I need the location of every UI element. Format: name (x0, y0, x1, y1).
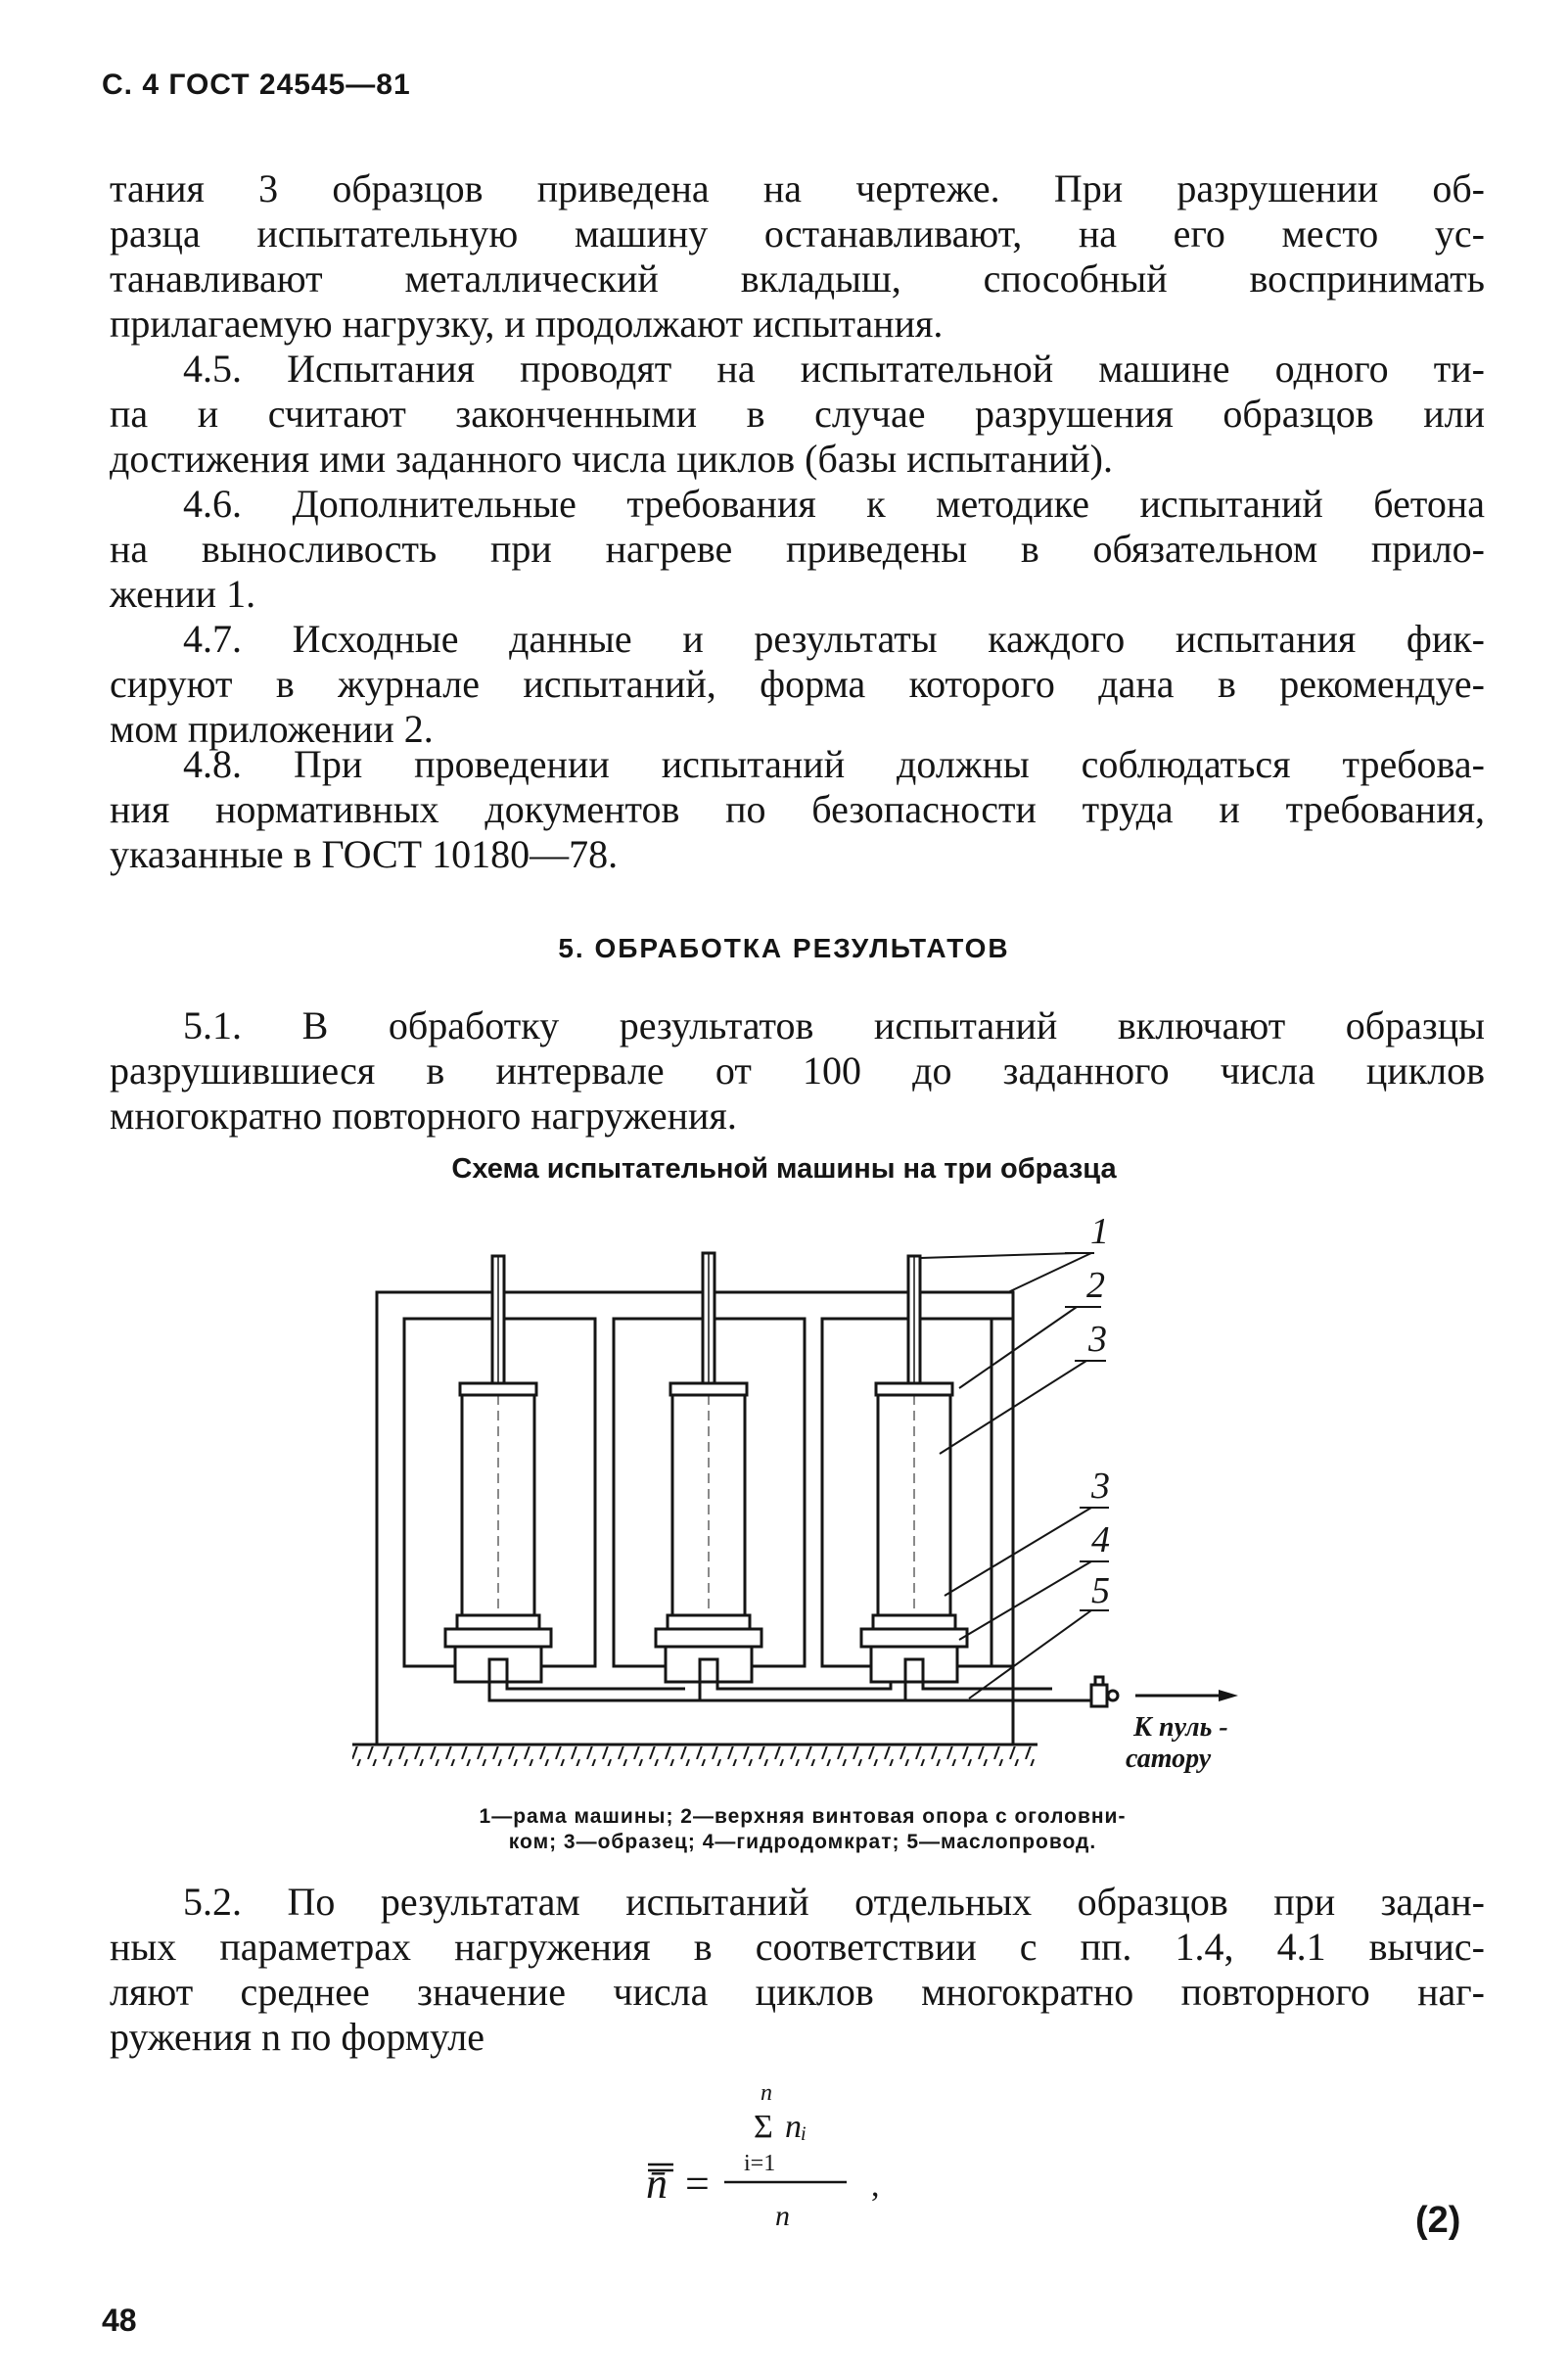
equation-number: (2) (1415, 2200, 1461, 2241)
label-4: 4 (1091, 1519, 1110, 1560)
text-line: 4.8. При проведении испытаний должны соблюдаться требова- (183, 742, 1485, 786)
text-line: танавливают металлический вкладыш, способный воспринимать (110, 256, 1485, 301)
jack-plate (873, 1615, 955, 1629)
text-line: ружения n по формуле (110, 2015, 485, 2059)
text-line: 5.2. По результатам испытаний отдельных образцов при задан- (183, 1880, 1485, 1924)
arrow-head (1219, 1690, 1238, 1701)
sum-term: nᵢ (785, 2109, 807, 2145)
support-head (670, 1383, 747, 1395)
equals-sign: = (685, 2160, 710, 2208)
oil-pipeline (489, 1677, 1219, 1706)
formula-2 (626, 2080, 920, 2247)
text-line: на выносливость при нагреве приведены в обязательном прило- (110, 527, 1485, 571)
paragraph-4-8 (110, 742, 1485, 877)
text-line: 4.6. Дополнительные требования к методике испытаний бетона (183, 482, 1485, 526)
figure-title: Схема испытательной машины на три образца (451, 1153, 1117, 1185)
sum-upper-limit: n (761, 2080, 772, 2106)
formula-comma: , (871, 2167, 880, 2204)
jack-top (861, 1629, 967, 1647)
text-line: ных параметрах нагружения в соответствии с пп. 1.4, 4.1 вычис- (110, 1925, 1485, 1969)
pulsator-label-1: К пуль - (1133, 1712, 1228, 1743)
hydraulic-jack (455, 1647, 541, 1682)
text-line: разца испытательную машину останавливают, на его место ус- (110, 211, 1485, 256)
sum-lower-limit: i=1 (744, 2151, 776, 2176)
text-line: ляют среднее значение числа циклов многократно повторного наг- (110, 1970, 1485, 2014)
sum-sign: Σ (754, 2109, 773, 2145)
section-heading: 5. ОБРАБОТКА РЕЗУЛЬТАТОВ (558, 933, 1010, 963)
paragraph-4-6 (110, 482, 1485, 617)
page-number: 48 (102, 2303, 137, 2338)
jack-top (445, 1629, 551, 1647)
paragraph-5-1 (110, 1003, 1485, 1139)
text-line: мом приложении 2. (110, 707, 434, 751)
paragraph-continuation (110, 166, 1485, 347)
text-line: 4.7. Исходные данные и результаты каждого испытания фик- (183, 617, 1485, 661)
ground-hatch (352, 1746, 1038, 1766)
hydraulic-jack (871, 1647, 957, 1682)
text-line: разрушившиеся в интервале от 100 до заданного числа циклов (110, 1048, 1485, 1093)
text-line: жении 1. (110, 572, 256, 616)
figure-caption (333, 1804, 1272, 1855)
formula-lhs: n̄ (646, 2160, 668, 2208)
denominator: n (775, 2200, 790, 2232)
paragraph-5-2 (110, 1880, 1485, 2060)
text-line: тания 3 образцов приведена на чертеже. При разрушении об- (110, 166, 1485, 210)
text-line: 4.5. Испытания проводят на испытательной машине одного ти- (183, 347, 1485, 391)
valve (1091, 1685, 1107, 1706)
label-5: 5 (1091, 1570, 1110, 1611)
text-line: ния нормативных документов по безопасности труда и требования, (110, 787, 1485, 831)
text-line: сируют в журнале испытаний, форма которого дана в рекомендуе- (110, 662, 1485, 706)
jack-plate (457, 1615, 539, 1629)
support-head (460, 1383, 536, 1395)
page-header: С. 4 ГОСТ 24545—81 (102, 69, 411, 101)
pulsator-label-2: сатору (1126, 1744, 1212, 1774)
paragraph-4-7 (110, 617, 1485, 752)
support-head (876, 1383, 952, 1395)
text-line: достижения ими заданного числа циклов (базы испытаний). (110, 437, 1113, 481)
caption-line: ком; 3—образец; 4—гидродомкрат; 5—маслопровод. (508, 1831, 1097, 1853)
jack-top (656, 1629, 761, 1647)
label-1: 1 (1090, 1211, 1109, 1252)
label-3-top: 3 (1088, 1319, 1107, 1360)
paragraph-4-5 (110, 347, 1485, 482)
label-2: 2 (1086, 1265, 1105, 1306)
text-line: па и считают законченными в случае разрушения образцов или (110, 392, 1485, 436)
jack-plate (668, 1615, 750, 1629)
text-line: многократно повторного нагружения. (110, 1094, 737, 1138)
hydraulic-jack (666, 1647, 752, 1682)
caption-line: 1—рама машины; 2—верхняя винтовая опора с оголовни- (479, 1805, 1127, 1828)
machine-diagram (333, 1199, 1272, 1796)
text-line: 5.1. В обработку результатов испытаний включают образцы (183, 1003, 1485, 1047)
label-3: 3 (1091, 1466, 1110, 1507)
text-line: прилагаемую нагрузку, и продолжают испытания. (110, 302, 944, 346)
text-line: указанные в ГОСТ 10180—78. (110, 832, 619, 876)
